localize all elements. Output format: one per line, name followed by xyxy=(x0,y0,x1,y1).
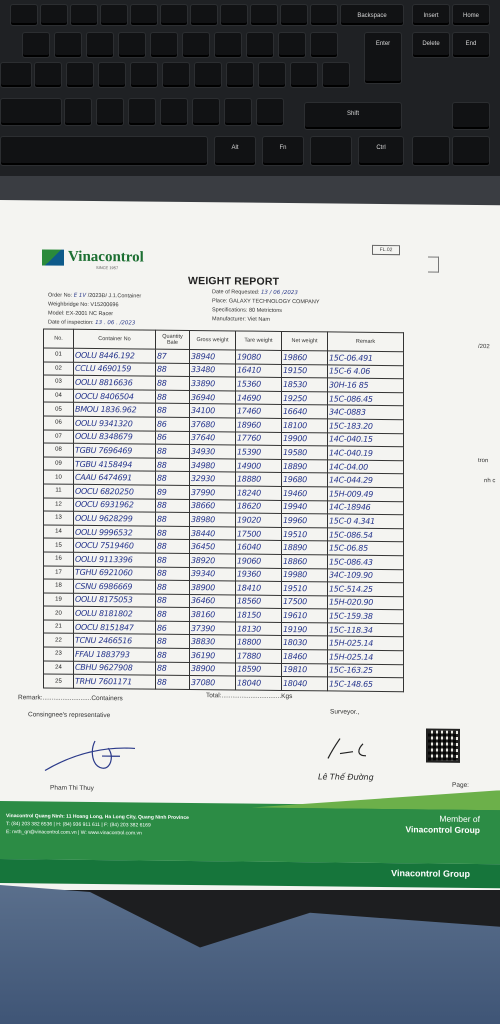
header-no: No. xyxy=(44,329,74,348)
backspace-key: Backspace xyxy=(340,4,404,26)
footer-band xyxy=(0,801,500,864)
remark-cell: 14C-04.00 xyxy=(328,460,404,474)
net-weight-cell: 18530 xyxy=(282,378,328,392)
date-requested xyxy=(212,289,298,296)
tare-weight-cell: 18410 xyxy=(236,581,282,595)
net-weight-cell: 16640 xyxy=(282,405,328,419)
net-weight-cell: 18100 xyxy=(282,418,328,432)
tare-weight-cell: 18150 xyxy=(236,608,282,622)
date-inspection-label: Date of inspection: xyxy=(48,319,94,326)
remark-cell: 15C-0 4.341 xyxy=(328,514,404,528)
container-no-cell: CSNU 6986669 xyxy=(74,579,156,593)
manufacturer: Manufacturer: Viet Nam xyxy=(212,316,270,323)
header-remark: Remark xyxy=(328,332,404,352)
qr-code xyxy=(426,728,460,762)
net-weight-cell: 18890 xyxy=(282,459,328,473)
row-no-cell: 02 xyxy=(44,362,74,376)
remark-cell: 15C-514.25 xyxy=(328,582,404,596)
net-weight-cell: 19190 xyxy=(282,622,328,636)
remark-cell: 14C-040.19 xyxy=(328,446,404,460)
alt-key: Alt xyxy=(214,136,256,166)
tare-weight-cell: 16040 xyxy=(236,540,282,554)
gross-weight-cell: 32930 xyxy=(190,472,236,486)
keyboard xyxy=(0,0,500,210)
row-no-cell: 22 xyxy=(44,633,74,647)
date-inspection-value: 13 . 06 . /2023 xyxy=(95,319,136,327)
quantity-bale-cell: 88 xyxy=(156,580,190,594)
tare-weight-cell: 14900 xyxy=(236,459,282,473)
gross-weight-cell: 38660 xyxy=(190,499,236,513)
order-no-suffix: /2023Đ/ J.1.Container xyxy=(87,292,142,300)
key xyxy=(310,4,338,26)
header-tare: Tare weight xyxy=(236,331,282,350)
menu-key xyxy=(310,136,352,166)
surveyor-signature xyxy=(318,733,398,764)
gross-weight-cell: 37680 xyxy=(190,417,236,431)
tare-weight-cell: 18620 xyxy=(236,499,282,513)
remark-cell: 15H-020.90 xyxy=(328,596,404,610)
container-no-cell: BMOU 1836.962 xyxy=(74,403,156,417)
quantity-bale-cell: 88 xyxy=(156,390,190,404)
net-weight-cell: 19980 xyxy=(282,568,328,582)
row-no-cell: 03 xyxy=(44,375,74,389)
footer-address: Vinacontrol Quang Ninh: 11 Hoang Long, Ha Long City, Quang Ninh Province xyxy=(6,813,189,821)
consignee-name: Pham Thi Thuy xyxy=(50,784,94,792)
container-no-cell: OOCU 6931962 xyxy=(74,498,156,512)
remark-cell: 15C-06.491 xyxy=(328,351,404,365)
quantity-bale-cell: 88 xyxy=(156,499,190,513)
key xyxy=(34,62,62,88)
quantity-bale-cell: 86 xyxy=(156,621,190,635)
arrow-up-key xyxy=(452,102,490,130)
gross-weight-cell: 34980 xyxy=(190,458,236,472)
gross-weight-cell: 36460 xyxy=(190,594,236,608)
group-name: Vinacontrol Group xyxy=(405,824,480,836)
container-no-cell: OOLU 9628299 xyxy=(74,511,156,525)
gross-weight-cell: 33890 xyxy=(190,377,236,391)
net-weight-cell: 18890 xyxy=(282,541,328,555)
footer-phones: T: (84) 203 382 6536 | H: (84) 936 911 611 | F: (84) 203 382 6169 xyxy=(6,821,151,829)
row-no-cell: 05 xyxy=(44,402,74,416)
row-no-cell: 08 xyxy=(44,443,74,457)
table-row xyxy=(44,674,404,691)
quantity-bale-cell: 88 xyxy=(156,662,190,676)
key xyxy=(250,4,278,26)
container-no-cell: OOLU 8175053 xyxy=(74,593,156,607)
key xyxy=(160,98,188,126)
row-no-cell: 12 xyxy=(44,497,74,511)
key xyxy=(98,62,126,88)
row-no-cell: 13 xyxy=(44,511,74,525)
total-line: Total:.................................Kgs xyxy=(206,692,293,701)
shift-key: Shift xyxy=(304,102,402,130)
header-net: Net weight xyxy=(282,331,328,350)
tare-weight-cell: 19360 xyxy=(236,567,282,581)
gross-weight-cell: 38940 xyxy=(190,349,236,363)
tare-weight-cell: 18130 xyxy=(236,622,282,636)
key xyxy=(224,98,252,126)
net-weight-cell: 18860 xyxy=(282,554,328,568)
adjacent-page-text: /202 xyxy=(478,344,490,351)
net-weight-cell: 19460 xyxy=(282,486,328,500)
weight-report-paper xyxy=(0,200,500,895)
fn-key: Fn xyxy=(262,136,304,166)
page-label: Page: xyxy=(452,781,469,789)
key xyxy=(54,32,82,58)
tare-weight-cell: 17760 xyxy=(236,432,282,446)
gross-weight-cell: 38920 xyxy=(190,553,236,567)
corner-mark xyxy=(428,256,439,272)
net-weight-cell: 18030 xyxy=(282,636,328,650)
tare-weight-cell: 19080 xyxy=(236,350,282,364)
row-no-cell: 21 xyxy=(44,620,74,634)
key xyxy=(160,4,188,26)
quantity-bale-cell: 88 xyxy=(156,376,190,390)
gross-weight-cell: 39340 xyxy=(190,567,236,581)
key xyxy=(96,98,124,126)
key xyxy=(246,32,274,58)
net-weight-cell: 19960 xyxy=(282,514,328,528)
gross-weight-cell: 38830 xyxy=(190,635,236,649)
footer-contact: E: nvth_qn@vinacontrol.com.vn | W: www.vinacontrol.com.vn xyxy=(6,829,142,837)
tare-weight-cell: 18240 xyxy=(236,486,282,500)
remark-cell: 15H-009.49 xyxy=(328,487,404,501)
remark-cell: 34C-109.90 xyxy=(328,568,404,582)
key xyxy=(278,32,306,58)
key xyxy=(310,32,338,58)
quantity-bale-cell: 86 xyxy=(156,431,190,445)
header-container-no: Container No xyxy=(74,329,156,349)
container-no-cell: OOLU 8181802 xyxy=(74,607,156,621)
row-no-cell: 11 xyxy=(44,484,74,498)
quantity-bale-cell: 88 xyxy=(156,539,190,553)
key xyxy=(256,98,284,126)
key xyxy=(130,4,158,26)
gross-weight-cell: 38160 xyxy=(190,608,236,622)
container-no-cell: OOLU 8446.192 xyxy=(74,348,156,362)
adjacent-page-text: tron xyxy=(478,458,489,465)
row-no-cell: 10 xyxy=(44,470,74,484)
net-weight-cell: 19810 xyxy=(282,663,328,677)
remark-cell: 15H-025.14 xyxy=(328,636,404,650)
gross-weight-cell: 37640 xyxy=(190,431,236,445)
tare-weight-cell: 14690 xyxy=(236,391,282,405)
remark-cell: 30H-16 85 xyxy=(328,378,404,392)
quantity-bale-cell: 88 xyxy=(156,526,190,540)
tare-weight-cell: 18560 xyxy=(236,595,282,609)
gross-weight-cell: 36450 xyxy=(190,540,236,554)
key xyxy=(190,4,218,26)
key xyxy=(66,62,94,88)
row-no-cell: 24 xyxy=(44,661,74,675)
gross-weight-cell: 37990 xyxy=(190,485,236,499)
date-requested-label: Date of Requested: xyxy=(212,289,260,296)
container-no-cell: OOCU 7519460 xyxy=(74,539,156,553)
key xyxy=(290,62,318,88)
net-weight-cell: 19860 xyxy=(282,350,328,364)
remark-cell: 15C-086.43 xyxy=(328,555,404,569)
row-no-cell: 18 xyxy=(44,579,74,593)
remark-cell: 14C-040.15 xyxy=(328,432,404,446)
quantity-bale-cell: 88 xyxy=(156,607,190,621)
row-no-cell: 25 xyxy=(44,674,74,688)
key xyxy=(22,32,50,58)
key xyxy=(258,62,286,88)
order-no-label: Order No: xyxy=(48,292,73,299)
tare-weight-cell: 15360 xyxy=(236,377,282,391)
net-weight-cell: 19900 xyxy=(282,432,328,446)
key xyxy=(162,62,190,88)
key xyxy=(86,32,114,58)
quantity-bale-cell: 88 xyxy=(156,471,190,485)
weight-table xyxy=(43,328,404,692)
key xyxy=(130,62,158,88)
tare-weight-cell: 19020 xyxy=(236,513,282,527)
tare-weight-cell: 16410 xyxy=(236,364,282,378)
surveyor-label: Surveyor., xyxy=(330,708,360,716)
key xyxy=(322,62,350,88)
row-no-cell: 04 xyxy=(44,389,74,403)
quantity-bale-cell: 87 xyxy=(156,349,190,363)
gross-weight-cell: 33480 xyxy=(190,363,236,377)
row-no-cell: 01 xyxy=(44,348,74,362)
key xyxy=(150,32,178,58)
container-no-cell: OOLU 9996532 xyxy=(74,525,156,539)
consignee-signature xyxy=(40,725,150,786)
row-no-cell: 16 xyxy=(44,552,74,566)
container-no-cell: CCLU 4690159 xyxy=(74,362,156,376)
footer-band-secondary xyxy=(0,859,500,888)
quantity-bale-cell: 88 xyxy=(156,648,190,662)
tare-weight-cell: 17880 xyxy=(236,649,282,663)
remark-cell: 15C-148.65 xyxy=(328,677,404,691)
net-weight-cell: 18460 xyxy=(282,650,328,664)
container-no-cell: CBHU 9627908 xyxy=(74,661,156,675)
net-weight-cell: 19150 xyxy=(282,364,328,378)
gross-weight-cell: 38440 xyxy=(190,526,236,540)
key xyxy=(0,98,62,126)
form-code: FL.02 xyxy=(372,245,400,255)
key xyxy=(280,4,308,26)
quantity-bale-cell: 88 xyxy=(156,512,190,526)
row-no-cell: 17 xyxy=(44,565,74,579)
gross-weight-cell: 34930 xyxy=(190,445,236,459)
arrow-down-key xyxy=(452,136,490,166)
gross-weight-cell: 34100 xyxy=(190,404,236,418)
container-no-cell: CAAU 6474691 xyxy=(74,471,156,485)
row-no-cell: 14 xyxy=(44,525,74,539)
remark-cell: 15C-6 4.06 xyxy=(328,365,404,379)
end-key: End xyxy=(452,32,490,58)
container-no-cell: OOLU 8816636 xyxy=(74,375,156,389)
remark-cell: 15C-06.85 xyxy=(328,541,404,555)
group-name-secondary: Vinacontrol Group xyxy=(391,868,470,879)
container-no-cell: TGHU 6921060 xyxy=(74,566,156,580)
tare-weight-cell: 18040 xyxy=(236,676,282,690)
container-no-cell: OOCU 6820250 xyxy=(74,484,156,498)
quantity-bale-cell: 88 xyxy=(156,458,190,472)
tare-weight-cell: 19060 xyxy=(236,554,282,568)
quantity-bale-cell: 88 xyxy=(156,567,190,581)
space-key xyxy=(0,136,208,166)
tare-weight-cell: 18590 xyxy=(236,663,282,677)
tare-weight-cell: 18800 xyxy=(236,635,282,649)
footer-decoration xyxy=(250,788,500,811)
logo-text: Vinacontrol xyxy=(68,248,144,266)
quantity-bale-cell: 88 xyxy=(156,553,190,567)
net-weight-cell: 19610 xyxy=(282,609,328,623)
gross-weight-cell: 36940 xyxy=(190,390,236,404)
header-quantity: Quantity Bale xyxy=(156,330,190,349)
net-weight-cell: 19510 xyxy=(282,582,328,596)
net-weight-cell: 18040 xyxy=(282,677,328,691)
row-no-cell: 23 xyxy=(44,647,74,661)
remark-cell: 14C-18946 xyxy=(328,500,404,514)
row-no-cell: 20 xyxy=(44,606,74,620)
quantity-bale-cell: 88 xyxy=(156,444,190,458)
delete-key: Delete xyxy=(412,32,450,58)
container-no-cell: TCNU 2466516 xyxy=(74,634,156,648)
quantity-bale-cell: 88 xyxy=(156,363,190,377)
header-gross: Gross weight xyxy=(190,330,236,349)
quantity-bale-cell: 88 xyxy=(156,594,190,608)
tare-weight-cell: 15390 xyxy=(236,445,282,459)
key xyxy=(214,32,242,58)
net-weight-cell: 19510 xyxy=(282,527,328,541)
net-weight-cell: 19940 xyxy=(282,500,328,514)
key xyxy=(64,98,92,126)
net-weight-cell: 19250 xyxy=(282,391,328,405)
row-no-cell: 06 xyxy=(44,416,74,430)
container-no-cell: TGBU 7696469 xyxy=(74,443,156,457)
key xyxy=(100,4,128,26)
row-no-cell: 07 xyxy=(44,430,74,444)
container-no-cell: OOCU 8406504 xyxy=(74,389,156,403)
place: Place: GALAXY TECHNOLOGY COMPANY xyxy=(212,298,320,306)
container-no-cell: OOCU 8151847 xyxy=(74,620,156,634)
arrow-left-key xyxy=(412,136,450,166)
order-no xyxy=(48,293,141,300)
key xyxy=(0,62,32,88)
container-no-cell: FFAU 1883793 xyxy=(74,647,156,661)
weighbridge-no: Weighbridge No: V15200696 xyxy=(48,301,119,309)
net-weight-cell: 19680 xyxy=(282,473,328,487)
vinacontrol-logo-icon xyxy=(42,249,64,265)
vinacontrol-logo xyxy=(42,248,144,266)
remark-cell: 15C-086.45 xyxy=(328,392,404,406)
container-no-cell: TGBU 4158494 xyxy=(74,457,156,471)
key xyxy=(220,4,248,26)
quantity-bale-cell: 88 xyxy=(156,675,190,689)
gross-weight-cell: 37080 xyxy=(190,676,236,690)
gross-weight-cell: 36190 xyxy=(190,649,236,663)
remark-cell: 15C-183.20 xyxy=(328,419,404,433)
row-no-cell: 09 xyxy=(44,457,74,471)
quantity-bale-cell: 88 xyxy=(156,404,190,418)
gross-weight-cell: 38900 xyxy=(190,581,236,595)
quantity-bale-cell: 89 xyxy=(156,485,190,499)
gross-weight-cell: 37390 xyxy=(190,621,236,635)
key xyxy=(40,4,68,26)
logo-subtitle: SINCE 1957 xyxy=(96,265,119,271)
key xyxy=(226,62,254,88)
gross-weight-cell: 38900 xyxy=(190,662,236,676)
key xyxy=(128,98,156,126)
remark-cell: 34C-0883 xyxy=(328,405,404,419)
ctrl-key: Ctrl xyxy=(358,136,404,166)
surveyor-name: Lê Thế Đường xyxy=(318,772,374,782)
container-no-cell: OOLU 8348679 xyxy=(74,430,156,444)
remark-cell: 15C-086.54 xyxy=(328,528,404,542)
remark-cell: 15C-159.38 xyxy=(328,609,404,623)
model: Model: EX-2001 NC Racer xyxy=(48,310,114,318)
remark-cell: 15C-118.34 xyxy=(328,623,404,637)
consignee-label: Consingnee's representative xyxy=(28,711,111,720)
key xyxy=(194,62,222,88)
insert-key: Insert xyxy=(412,4,450,26)
row-no-cell: 15 xyxy=(44,538,74,552)
enter-key: Enter xyxy=(364,32,402,84)
net-weight-cell: 17500 xyxy=(282,595,328,609)
member-of-label: Member of xyxy=(439,813,480,825)
remark-cell: 14C-044.29 xyxy=(328,473,404,487)
container-no-cell: TRHU 7601171 xyxy=(74,675,156,689)
net-weight-cell: 19580 xyxy=(282,446,328,460)
key xyxy=(10,4,38,26)
row-no-cell: 19 xyxy=(44,593,74,607)
tare-weight-cell: 18960 xyxy=(236,418,282,432)
gross-weight-cell: 38980 xyxy=(190,513,236,527)
specifications: Specifications: 80 Metrictons xyxy=(212,307,283,314)
tare-weight-cell: 17500 xyxy=(236,527,282,541)
order-no-value: E 1V xyxy=(73,292,87,299)
key xyxy=(70,4,98,26)
tare-weight-cell: 17460 xyxy=(236,404,282,418)
date-of-inspection xyxy=(48,320,135,327)
key xyxy=(118,32,146,58)
quantity-bale-cell: 88 xyxy=(156,635,190,649)
adjacent-page-text: nh c xyxy=(484,478,496,485)
remark-line: Remark:...........................Containers xyxy=(18,694,123,703)
key xyxy=(182,32,210,58)
tare-weight-cell: 18880 xyxy=(236,472,282,486)
report-title: WEIGHT REPORT xyxy=(188,274,280,288)
container-no-cell: OOLU 9341320 xyxy=(74,416,156,430)
home-key: Home xyxy=(452,4,490,26)
container-no-cell: OOLU 9113396 xyxy=(74,552,156,566)
remark-cell: 15H-025.14 xyxy=(328,650,404,664)
date-requested-value: 13 / 06 /2023 xyxy=(260,289,298,297)
quantity-bale-cell: 86 xyxy=(156,417,190,431)
key xyxy=(192,98,220,126)
remark-cell: 15C-163.25 xyxy=(328,664,404,678)
